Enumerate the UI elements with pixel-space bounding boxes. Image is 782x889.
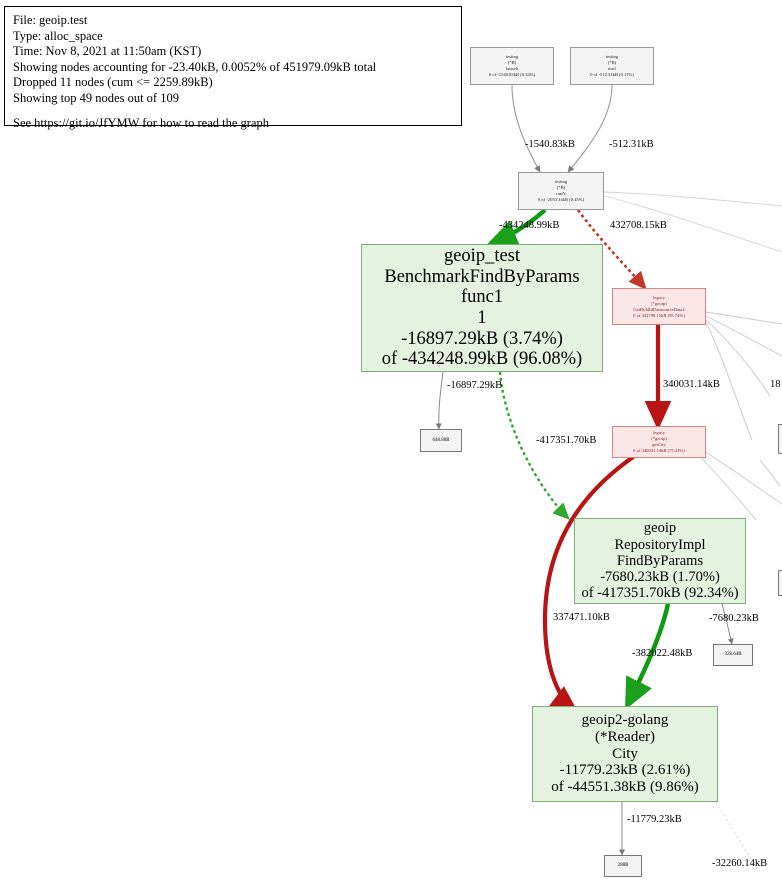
edge-label-runn-getbyid: 432708.15kB [610,220,667,231]
node-line: (*B) [607,60,617,65]
node-line: geoip [643,520,677,537]
node-line: of -44551.38kB (9.86%) [551,779,699,796]
node-line: FindByParams [616,552,704,569]
node-testing-runn[interactable] [518,172,604,210]
node-line: 0 of -2053.14kB (0.45%) [537,197,585,202]
node-line: GetByIdIdDatasourceData2 [633,306,685,312]
node-line: geoip2-golang [581,712,669,728]
node-line: (*geoip) [651,436,667,441]
legend-spacer [13,106,453,116]
edge-label-run1-runn: -512.31kB [609,139,654,150]
node-line: 288B [617,863,629,869]
node-line: legacy [653,294,665,300]
node-line: -11779.23kB (2.61%) [559,762,691,779]
node-line: -16897.29kB (3.74%) [401,328,563,349]
edge-label-runn-benchmark: -434248.99kB [499,220,560,231]
node-leaf-288[interactable] [604,855,642,877]
edge-label-launch-runn: -1540.83kB [525,139,575,150]
node-geoip-test-benchmark[interactable] [361,244,603,372]
edge-label-getbyid-getcity: 340031.14kB [663,379,720,390]
edge-label-benchmark-leaf648: -16897.29kB [447,380,503,391]
node-leaf-328[interactable] [713,644,753,666]
node-legacy-getcity[interactable] [612,426,706,458]
node-line: BenchmarkFindByParams [384,266,580,287]
legend-line-showing-nodes: Showing nodes accounting for -23.40kB, 0.0052% of 451979.09kB total [13,59,377,74]
edge-label-repositoryimpl-city: -382022.48kB [632,648,693,659]
legend-line-time: Time: Nov 8, 2021 at 11:50am (KST) [13,44,202,58]
node-leaf-648[interactable] [420,429,462,452]
node-line: testing [605,54,619,59]
node-line: run1 [607,66,617,71]
legend-line-top: Showing top 49 nodes out of 109 [13,90,179,105]
node-line: (*geoip) [651,300,667,306]
node-line: of -434248.99kB (96.08%) [381,349,583,370]
edge-label-clipped-right: 18 [770,379,781,390]
node-line: City [612,745,638,762]
legend-line-type: Type: alloc_space [13,28,103,43]
node-line: 648.80B [432,437,450,443]
node-line: (*Reader) [595,728,655,745]
node-clipped-right-1[interactable] [778,424,782,454]
node-line: legacy [653,430,665,435]
node-line: geoip_test [443,245,521,266]
edge-label-getcity-city: 337471.10kB [553,612,610,623]
edge-label-benchmark-repositoryimpl: -417351.70kB [536,435,597,446]
node-line: 0 of -1540.83kB (0.34%) [488,72,536,77]
node-geoip-repositoryimpl-findbyparams[interactable] [574,518,746,604]
legend-line-dropped: Dropped 11 nodes (cum <= 2259.89kB) [13,75,213,89]
node-line: testing [554,179,568,184]
node-line: 328.64B [724,652,742,658]
node-clipped-right-2[interactable] [778,570,782,596]
node-line: of -417351.70kB (92.34%) [581,585,739,602]
node-line: func1 [460,287,504,308]
legend-box [4,6,462,130]
node-line: testing [505,54,519,59]
edge-label-repositoryimpl-leaf328: -7680.23kB [709,613,759,624]
node-line: 0 of 340031.14kB (75.23%) [633,448,685,453]
legend-line-file: File: geoip.test [13,13,88,27]
legend-footer: See https://git.io/JfYMW for how to read the graph [13,116,269,130]
node-line: RepositoryImpl [614,536,706,553]
node-line: -7680.23kB (1.70%) [600,569,720,586]
edge-label-city-leaf288: -11779.23kB [627,814,682,825]
node-line: 0 of 432708.15kB (95.74%) [633,312,685,318]
node-testing-run1[interactable] [570,47,654,85]
node-line: getCity [652,442,666,447]
node-legacy-getbyididdatasourcedata2[interactable] [612,288,706,325]
node-line: launch [505,66,519,71]
node-line: 1 [477,308,487,328]
node-line: (*B) [556,185,566,190]
node-testing-launch[interactable] [470,47,554,85]
node-line: 0 of -512.31kB (0.11%) [590,72,634,77]
node-geoip2-golang-reader-city[interactable] [532,706,718,802]
node-line: (*B) [507,60,517,65]
edge-label-city-clipped: -32260.14kB [712,858,768,869]
node-line: runN [556,191,566,196]
